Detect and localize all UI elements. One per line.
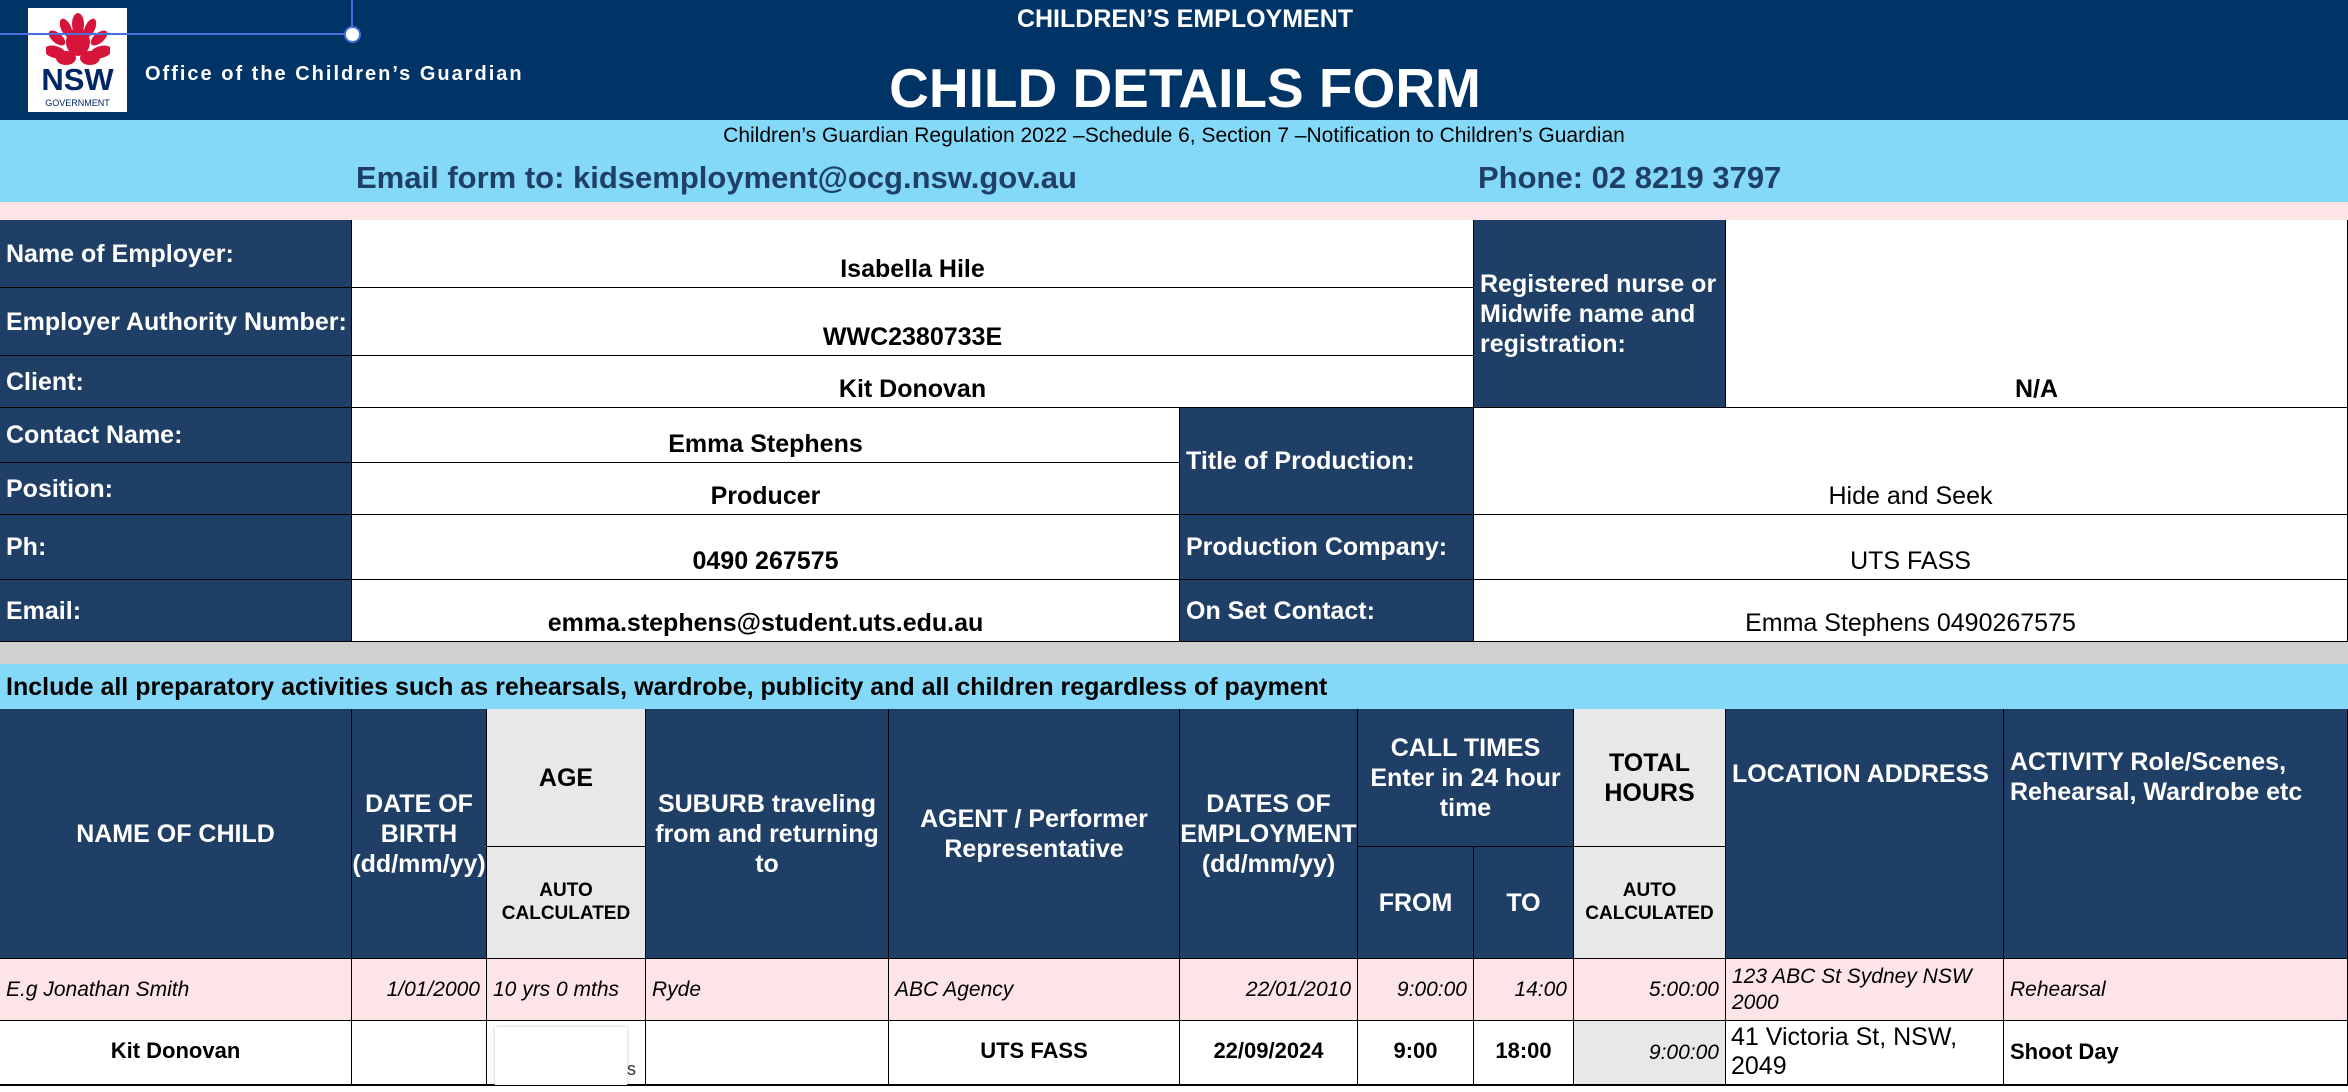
email-label: Email: [0,580,352,642]
onset-contact-field[interactable]: Emma Stephens 0490267575 [1474,580,2348,642]
example-total: 5:00:00 [1574,959,1726,1021]
example-age: 10 yrs 0 mths [487,959,646,1021]
row1-age-text: s [627,1059,636,1079]
client-label: Client: [0,356,352,408]
contact-name-label: Contact Name: [0,408,352,463]
email-contact[interactable]: Email form to: kidsemployment@ocg.nsw.gov.au [356,160,1077,195]
production-company-field[interactable]: UTS FASS [1474,515,2348,580]
row1-age [487,1021,646,1085]
authority-field[interactable]: WWC2380733E [352,288,1474,356]
col-header-call-times: CALL TIMES Enter in 24 hour time [1358,709,1574,847]
employer-name-field[interactable]: Isabella Hile [352,220,1474,288]
example-location: 123 ABC St Sydney NSW 2000 [1726,959,2004,1021]
row1-to[interactable]: 18:00 [1474,1021,1574,1085]
logo-wordmark: NSW [41,62,114,97]
email-field[interactable]: emma.stephens@student.uts.edu.au [352,580,1180,642]
client-field[interactable]: Kit Donovan [352,356,1474,408]
example-activity: Rehearsal [2004,959,2348,1021]
nurse-field[interactable]: N/A [1726,220,2348,408]
regulation-text: Children’s Guardian Regulation 2022 –Schedule 6, Section 7 –Notification to Children’s Guardian [723,124,1625,147]
selection-handle[interactable] [344,26,361,43]
col-header-from: FROM [1358,847,1474,959]
production-company-label: Production Company: [1180,515,1474,580]
row1-name[interactable]: Kit Donovan [0,1021,352,1085]
employer-name-label: Name of Employer: [0,220,352,288]
col-header-suburb: SUBURB traveling from and returning to [646,709,889,959]
onset-contact-label: On Set Contact: [1180,580,1474,642]
org-name: Office of the Children’s Guardian [145,63,524,85]
col-header-dates: DATES OF EMPLOYMENT (dd/mm/yy) [1180,709,1358,959]
selection-outline [0,0,353,35]
position-field[interactable]: Producer [352,463,1180,515]
contact-name-field[interactable]: Emma Stephens [352,408,1180,463]
col-header-dob: DATE OF BIRTH (dd/mm/yy) [352,709,487,959]
col-header-total: TOTAL HOURS [1574,709,1726,847]
row1-suburb[interactable] [646,1021,889,1085]
production-title-label: Title of Production: [1180,408,1474,515]
col-header-location: LOCATION ADDRESS [1726,709,2004,959]
phone-label: Ph: [0,515,352,580]
col-header-agent: AGENT / Performer Representative [889,709,1180,959]
row1-age-overlay [495,1027,627,1085]
notice-bar: Include all preparatory activities such as rehearsals, wardrobe, publicity and all children regardless of payment [0,664,2348,709]
row1-agent[interactable]: UTS FASS [889,1021,1180,1085]
example-name: E.g Jonathan Smith [0,959,352,1021]
row1-from[interactable]: 9:00 [1358,1021,1474,1085]
form-title: CHILD DETAILS FORM [889,57,1481,119]
col-header-age: AGE [487,709,646,847]
example-from: 9:00:00 [1358,959,1474,1021]
phone-field[interactable]: 0490 267575 [352,515,1180,580]
phone-contact: Phone: 02 8219 3797 [1478,160,1782,195]
form-kicker: CHILDREN’S EMPLOYMENT [1016,5,1354,33]
row1-dob[interactable] [352,1021,487,1085]
col-header-age-auto: AUTO CALCULATED [487,847,646,959]
grey-separator [0,642,2348,664]
authority-label: Employer Authority Number: [0,288,352,356]
example-agent: ABC Agency [889,959,1180,1021]
col-header-name: NAME OF CHILD [0,709,352,959]
col-header-to: TO [1474,847,1574,959]
row1-total: 9:00:00 [1574,1021,1726,1085]
logo-subtext: GOVERNMENT [45,98,110,108]
nurse-label: Registered nurse or Midwife name and registration: [1474,220,1726,408]
row2-stub [0,1085,2348,1092]
example-date: 22/01/2010 [1180,959,1358,1021]
example-suburb: Ryde [646,959,889,1021]
col-header-activity: ACTIVITY Role/Scenes, Rehearsal, Wardrobe etc [2004,709,2348,959]
position-label: Position: [0,463,352,515]
pink-spacer [0,202,2348,220]
production-title-field[interactable]: Hide and Seek [1474,408,2348,515]
example-to: 14:00 [1474,959,1574,1021]
col-header-total-auto: AUTO CALCULATED [1574,847,1726,959]
row1-date[interactable]: 22/09/2024 [1180,1021,1358,1085]
example-dob: 1/01/2000 [352,959,487,1021]
row1-activity[interactable]: Shoot Day [2004,1021,2348,1085]
row1-location[interactable]: 41 Victoria St, NSW, 2049 [1726,1021,2004,1085]
